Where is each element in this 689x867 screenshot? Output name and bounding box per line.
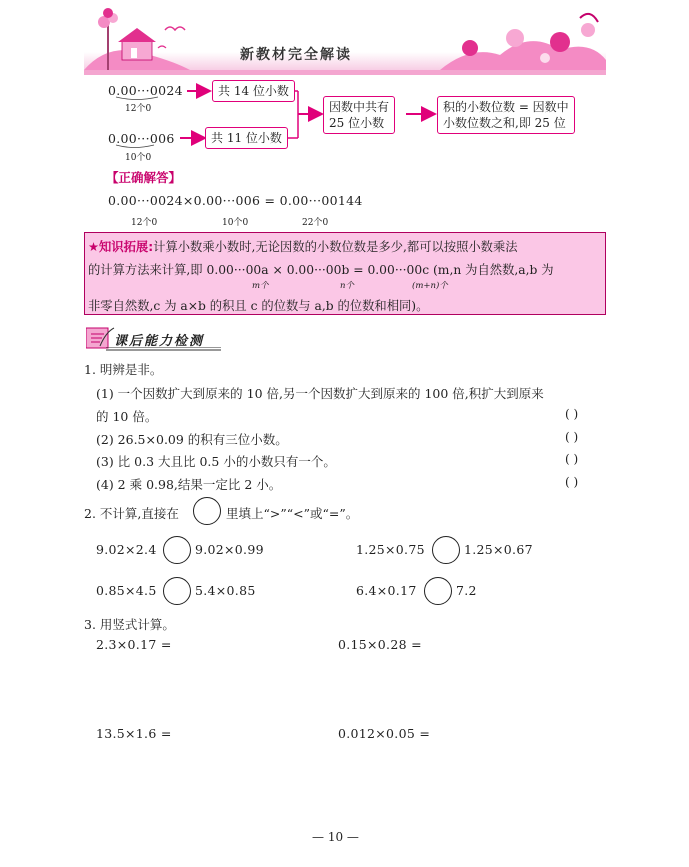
q2-compare-circle-1[interactable]	[163, 536, 191, 564]
box-11-decimals: 共 11 位小数	[205, 127, 288, 149]
q2-expr-4-right: 7.2	[456, 583, 477, 598]
q3-item-4: 0.012×0.05 =	[338, 726, 431, 741]
number-b-note: 10个0	[125, 153, 152, 163]
underbrace-10: 10个0	[222, 218, 249, 228]
q2-title-start: 2. 不计算,直接在	[84, 506, 179, 521]
q1-item-1: (1) 一个因数扩大到原来的 10 倍,另一个因数扩大到原来的 100 倍,积扩大到原来	[96, 386, 544, 401]
header-title: 新教材完全解读	[240, 47, 352, 63]
q1-item-2: (2) 26.5×0.09 的积有三位小数。	[96, 432, 288, 447]
q2-expr-1-right: 9.02×0.99	[195, 542, 264, 557]
page-number: — 10 —	[312, 830, 359, 844]
section-title: 课后能力检测	[114, 334, 205, 349]
q1-item-1-cont: 的 10 倍。	[96, 409, 158, 424]
number-b: 0.00···006	[108, 131, 175, 146]
q1-answer-2[interactable]: ( )	[565, 430, 579, 444]
q2-compare-circle-3[interactable]	[163, 577, 191, 605]
knowledge-label: ★知识拓展:	[88, 240, 154, 254]
underbrace-mn: (m+n)个	[412, 281, 448, 291]
correct-equation: 0.00···0024×0.00···006 = 0.00···00144	[108, 193, 363, 208]
underbrace-22: 22个0	[302, 218, 329, 228]
q3-title: 3. 用竖式计算。	[84, 617, 175, 632]
correct-answer-label: 【正确解答】	[106, 170, 182, 185]
underbrace-n: n个	[340, 281, 354, 291]
q1-answer-3[interactable]: ( )	[565, 452, 579, 466]
q2-compare-circle-2[interactable]	[432, 536, 460, 564]
knowledge-line-1: ★知识拓展:计算小数乘小数时,无论因数的小数位数是多少,都可以按照小数乘法	[88, 240, 518, 254]
underbrace-m: m个	[252, 281, 269, 291]
box-product-rule: 积的小数位数 = 因数中 小数位数之和,即 25 位	[437, 96, 575, 134]
box-14-decimals: 共 14 位小数	[212, 80, 295, 102]
q2-title-end: 里填上“>”“<”或“=”。	[226, 506, 359, 521]
q2-expr-2-left: 1.25×0.75	[356, 542, 425, 557]
knowledge-line-3: 非零自然数,c 为 a×b 的积且 c 的位数与 a,b 的位数和相同)。	[88, 299, 429, 313]
q2-title-circle-icon	[193, 497, 221, 525]
q1-item-3: (3) 比 0.3 大且比 0.5 小的小数只有一个。	[96, 454, 336, 469]
q3-item-3: 13.5×1.6 =	[96, 726, 172, 741]
q3-item-1: 2.3×0.17 =	[96, 637, 172, 652]
knowledge-line-2: 的计算方法来计算,即 0.00···00a × 0.00···00b = 0.00···00c (m,n 为自然数,a,b 为	[88, 263, 554, 277]
q2-expr-3-right: 5.4×0.85	[195, 583, 256, 598]
q1-answer-1[interactable]: ( )	[565, 407, 579, 421]
number-a: 0.00···0024	[108, 83, 183, 98]
q2-expr-1-left: 9.02×2.4	[96, 542, 157, 557]
number-a-note: 12个0	[125, 104, 152, 114]
q1-item-4: (4) 2 乘 0.98,结果一定比 2 小。	[96, 477, 282, 492]
box-factor-decimals: 因数中共有 25 位小数	[323, 96, 395, 134]
q1-answer-4[interactable]: ( )	[565, 475, 579, 489]
q2-compare-circle-4[interactable]	[424, 577, 452, 605]
q2-expr-2-right: 1.25×0.67	[464, 542, 533, 557]
q1-title: 1. 明辨是非。	[84, 362, 163, 377]
q2-expr-3-left: 0.85×4.5	[96, 583, 157, 598]
q2-expr-4-left: 6.4×0.17	[356, 583, 417, 598]
underbrace-12: 12个0	[131, 218, 158, 228]
q3-item-2: 0.15×0.28 =	[338, 637, 422, 652]
